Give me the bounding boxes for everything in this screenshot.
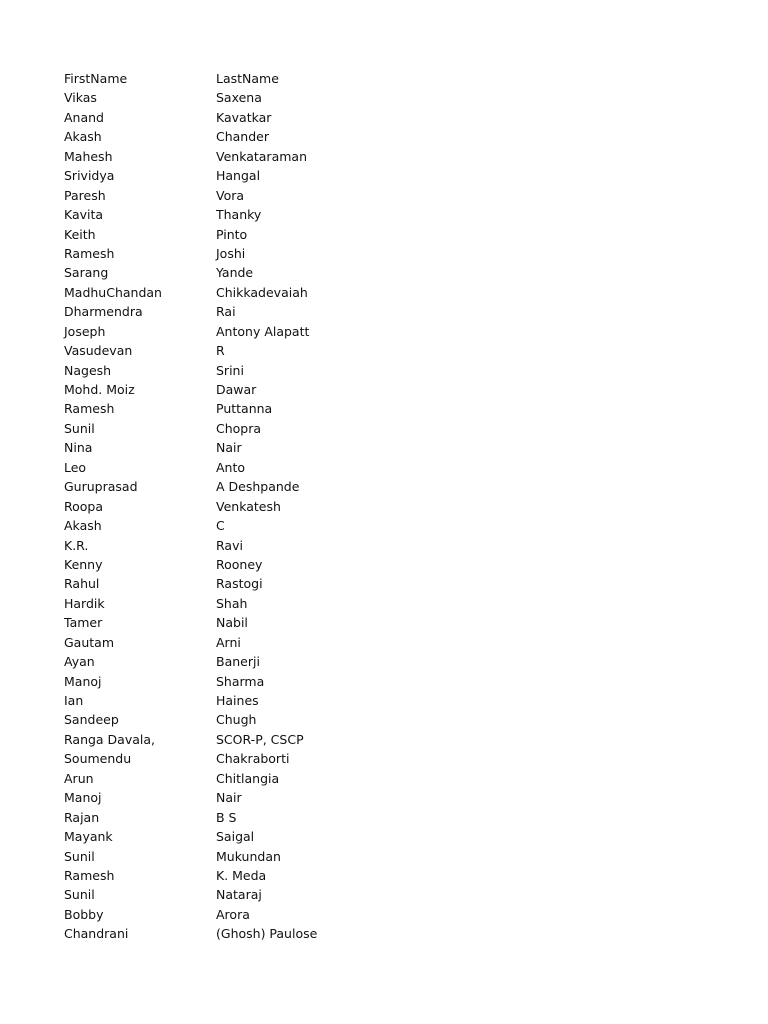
last-name-cell: Saigal	[216, 829, 255, 845]
last-name-cell: C	[216, 518, 225, 534]
table-row	[64, 302, 704, 321]
last-name-cell: Saxena	[216, 90, 262, 106]
last-name-cell: Shah	[216, 595, 248, 611]
last-name-cell: Thanky	[216, 207, 262, 223]
first-name-cell: Hardik	[64, 595, 105, 611]
first-name-cell: Vasudevan	[64, 343, 133, 359]
first-name-cell: Gautam	[64, 634, 115, 650]
first-name-cell: Sunil	[64, 887, 95, 903]
table-body	[64, 88, 704, 943]
first-name-cell: Ramesh	[64, 401, 115, 417]
table-row	[64, 924, 704, 943]
last-name-cell: Chopra	[216, 420, 262, 436]
table-row	[64, 827, 704, 846]
last-name-cell: Rastogi	[216, 576, 263, 592]
header-lastname: LastName	[216, 71, 279, 86]
first-name-cell: Keith	[64, 226, 96, 242]
table-row	[64, 458, 704, 477]
first-name-cell: Joseph	[64, 323, 106, 339]
table-row	[64, 613, 704, 632]
table-row	[64, 769, 704, 788]
last-name-cell: Chugh	[216, 712, 257, 728]
last-name-cell: Rooney	[216, 556, 263, 572]
table-row	[64, 127, 704, 146]
first-name-cell: Vikas	[64, 90, 97, 106]
first-name-cell: Mayank	[64, 829, 113, 845]
table-row	[64, 361, 704, 380]
last-name-cell: R	[216, 343, 225, 359]
first-name-cell: Sunil	[64, 848, 95, 864]
first-name-cell: Paresh	[64, 187, 106, 203]
last-name-cell: SCOR-P, CSCP	[216, 731, 304, 747]
last-name-cell: Arni	[216, 634, 241, 650]
last-name-cell: Chitlangia	[216, 770, 280, 786]
last-name-cell: Puttanna	[216, 401, 273, 417]
table-row	[64, 477, 704, 496]
table-row	[64, 186, 704, 205]
table-row	[64, 847, 704, 866]
table-row	[64, 633, 704, 652]
last-name-cell: Joshi	[216, 245, 246, 261]
first-name-cell: Ayan	[64, 654, 95, 670]
first-name-cell: Roopa	[64, 498, 104, 514]
first-name-cell: Leo	[64, 459, 87, 475]
last-name-cell: A Deshpande	[216, 479, 300, 495]
first-name-cell: Manoj	[64, 673, 102, 689]
last-name-cell: Rai	[216, 304, 236, 320]
last-name-cell: Venkataraman	[216, 148, 307, 164]
first-name-cell: Soumendu	[64, 751, 132, 767]
last-name-cell: Arora	[216, 906, 250, 922]
first-name-cell: Arun	[64, 770, 94, 786]
table-row	[64, 574, 704, 593]
last-name-cell: B S	[216, 809, 237, 825]
table-row	[64, 672, 704, 691]
last-name-cell: Chander	[216, 129, 269, 145]
first-name-cell: Sandeep	[64, 712, 119, 728]
first-name-cell: Rajan	[64, 809, 100, 825]
table-row	[64, 866, 704, 885]
table-row	[64, 108, 704, 127]
table-row	[64, 788, 704, 807]
table-row	[64, 225, 704, 244]
first-name-cell: Ian	[64, 693, 84, 708]
first-name-cell: Bobby	[64, 906, 104, 922]
first-name-cell: Srividya	[64, 168, 115, 184]
last-name-cell: K. Meda	[216, 867, 267, 883]
last-name-cell: Venkatesh	[216, 498, 281, 514]
last-name-cell: Nair	[216, 790, 242, 806]
first-name-cell: Sarang	[64, 265, 109, 281]
first-name-cell: Ranga Davala,	[64, 731, 156, 747]
table-row	[64, 536, 704, 555]
table-row	[64, 88, 704, 107]
first-name-cell: Akash	[64, 129, 102, 145]
table-row	[64, 419, 704, 438]
last-name-cell: (Ghosh) Paulose	[216, 926, 318, 942]
last-name-cell: Kavatkar	[216, 109, 272, 125]
table-row	[64, 885, 704, 904]
table-row	[64, 283, 704, 302]
last-name-cell: Nataraj	[216, 887, 262, 903]
table-row	[64, 691, 704, 710]
last-name-cell: Nair	[216, 440, 242, 456]
last-name-cell: Dawar	[216, 382, 257, 397]
last-name-cell: Mukundan	[216, 848, 281, 864]
table-row	[64, 380, 704, 399]
first-name-cell: Tamer	[64, 615, 103, 631]
last-name-cell: Antony Alapatt	[216, 323, 310, 339]
last-name-cell: Yande	[216, 265, 254, 281]
table-row	[64, 905, 704, 924]
first-name-cell: K.R.	[64, 537, 89, 553]
first-name-cell: Dharmendra	[64, 304, 143, 320]
first-name-cell: Akash	[64, 518, 102, 534]
first-name-cell: Mohd. Moiz	[64, 382, 135, 397]
first-name-cell: MadhuChandan	[64, 284, 162, 300]
last-name-cell: Hangal	[216, 168, 261, 184]
last-name-cell: Banerji	[216, 654, 260, 670]
table-row	[64, 594, 704, 613]
first-name-cell: Guruprasad	[64, 479, 138, 495]
first-name-cell: Anand	[64, 109, 104, 125]
first-name-cell: Chandrani	[64, 926, 129, 942]
table-row	[64, 205, 704, 224]
table-row	[64, 166, 704, 185]
header-firstname: FirstName	[64, 71, 128, 86]
table-row	[64, 322, 704, 341]
table-row	[64, 341, 704, 360]
first-name-cell: Kavita	[64, 207, 104, 223]
table-row	[64, 497, 704, 516]
table-row	[64, 147, 704, 166]
first-name-cell: Nina	[64, 440, 93, 456]
last-name-cell: Srini	[216, 362, 244, 378]
last-name-cell: Ravi	[216, 537, 243, 553]
table-row	[64, 808, 704, 827]
first-name-cell: Ramesh	[64, 245, 115, 261]
first-name-cell: Kenny	[64, 556, 103, 572]
last-name-cell: Vora	[216, 187, 245, 203]
table-row	[64, 244, 704, 263]
last-name-cell: Haines	[216, 693, 259, 708]
last-name-cell: Chikkadevaiah	[216, 284, 308, 300]
name-table	[64, 69, 704, 944]
table-row	[64, 516, 704, 535]
table-header-row	[64, 69, 704, 88]
table-row	[64, 652, 704, 671]
table-row	[64, 399, 704, 418]
table-row	[64, 730, 704, 749]
first-name-cell: Nagesh	[64, 362, 112, 378]
last-name-cell: Anto	[216, 459, 246, 475]
last-name-cell: Chakraborti	[216, 751, 290, 767]
last-name-cell: Sharma	[216, 673, 265, 689]
first-name-cell: Manoj	[64, 790, 102, 806]
table-row	[64, 438, 704, 457]
first-name-cell: Mahesh	[64, 148, 113, 164]
table-row	[64, 749, 704, 768]
first-name-cell: Rahul	[64, 576, 100, 592]
last-name-cell: Pinto	[216, 226, 248, 242]
last-name-cell: Nabil	[216, 615, 248, 631]
table-row	[64, 710, 704, 729]
first-name-cell: Sunil	[64, 420, 95, 436]
first-name-cell: Ramesh	[64, 867, 115, 883]
table-row	[64, 263, 704, 282]
table-row	[64, 555, 704, 574]
